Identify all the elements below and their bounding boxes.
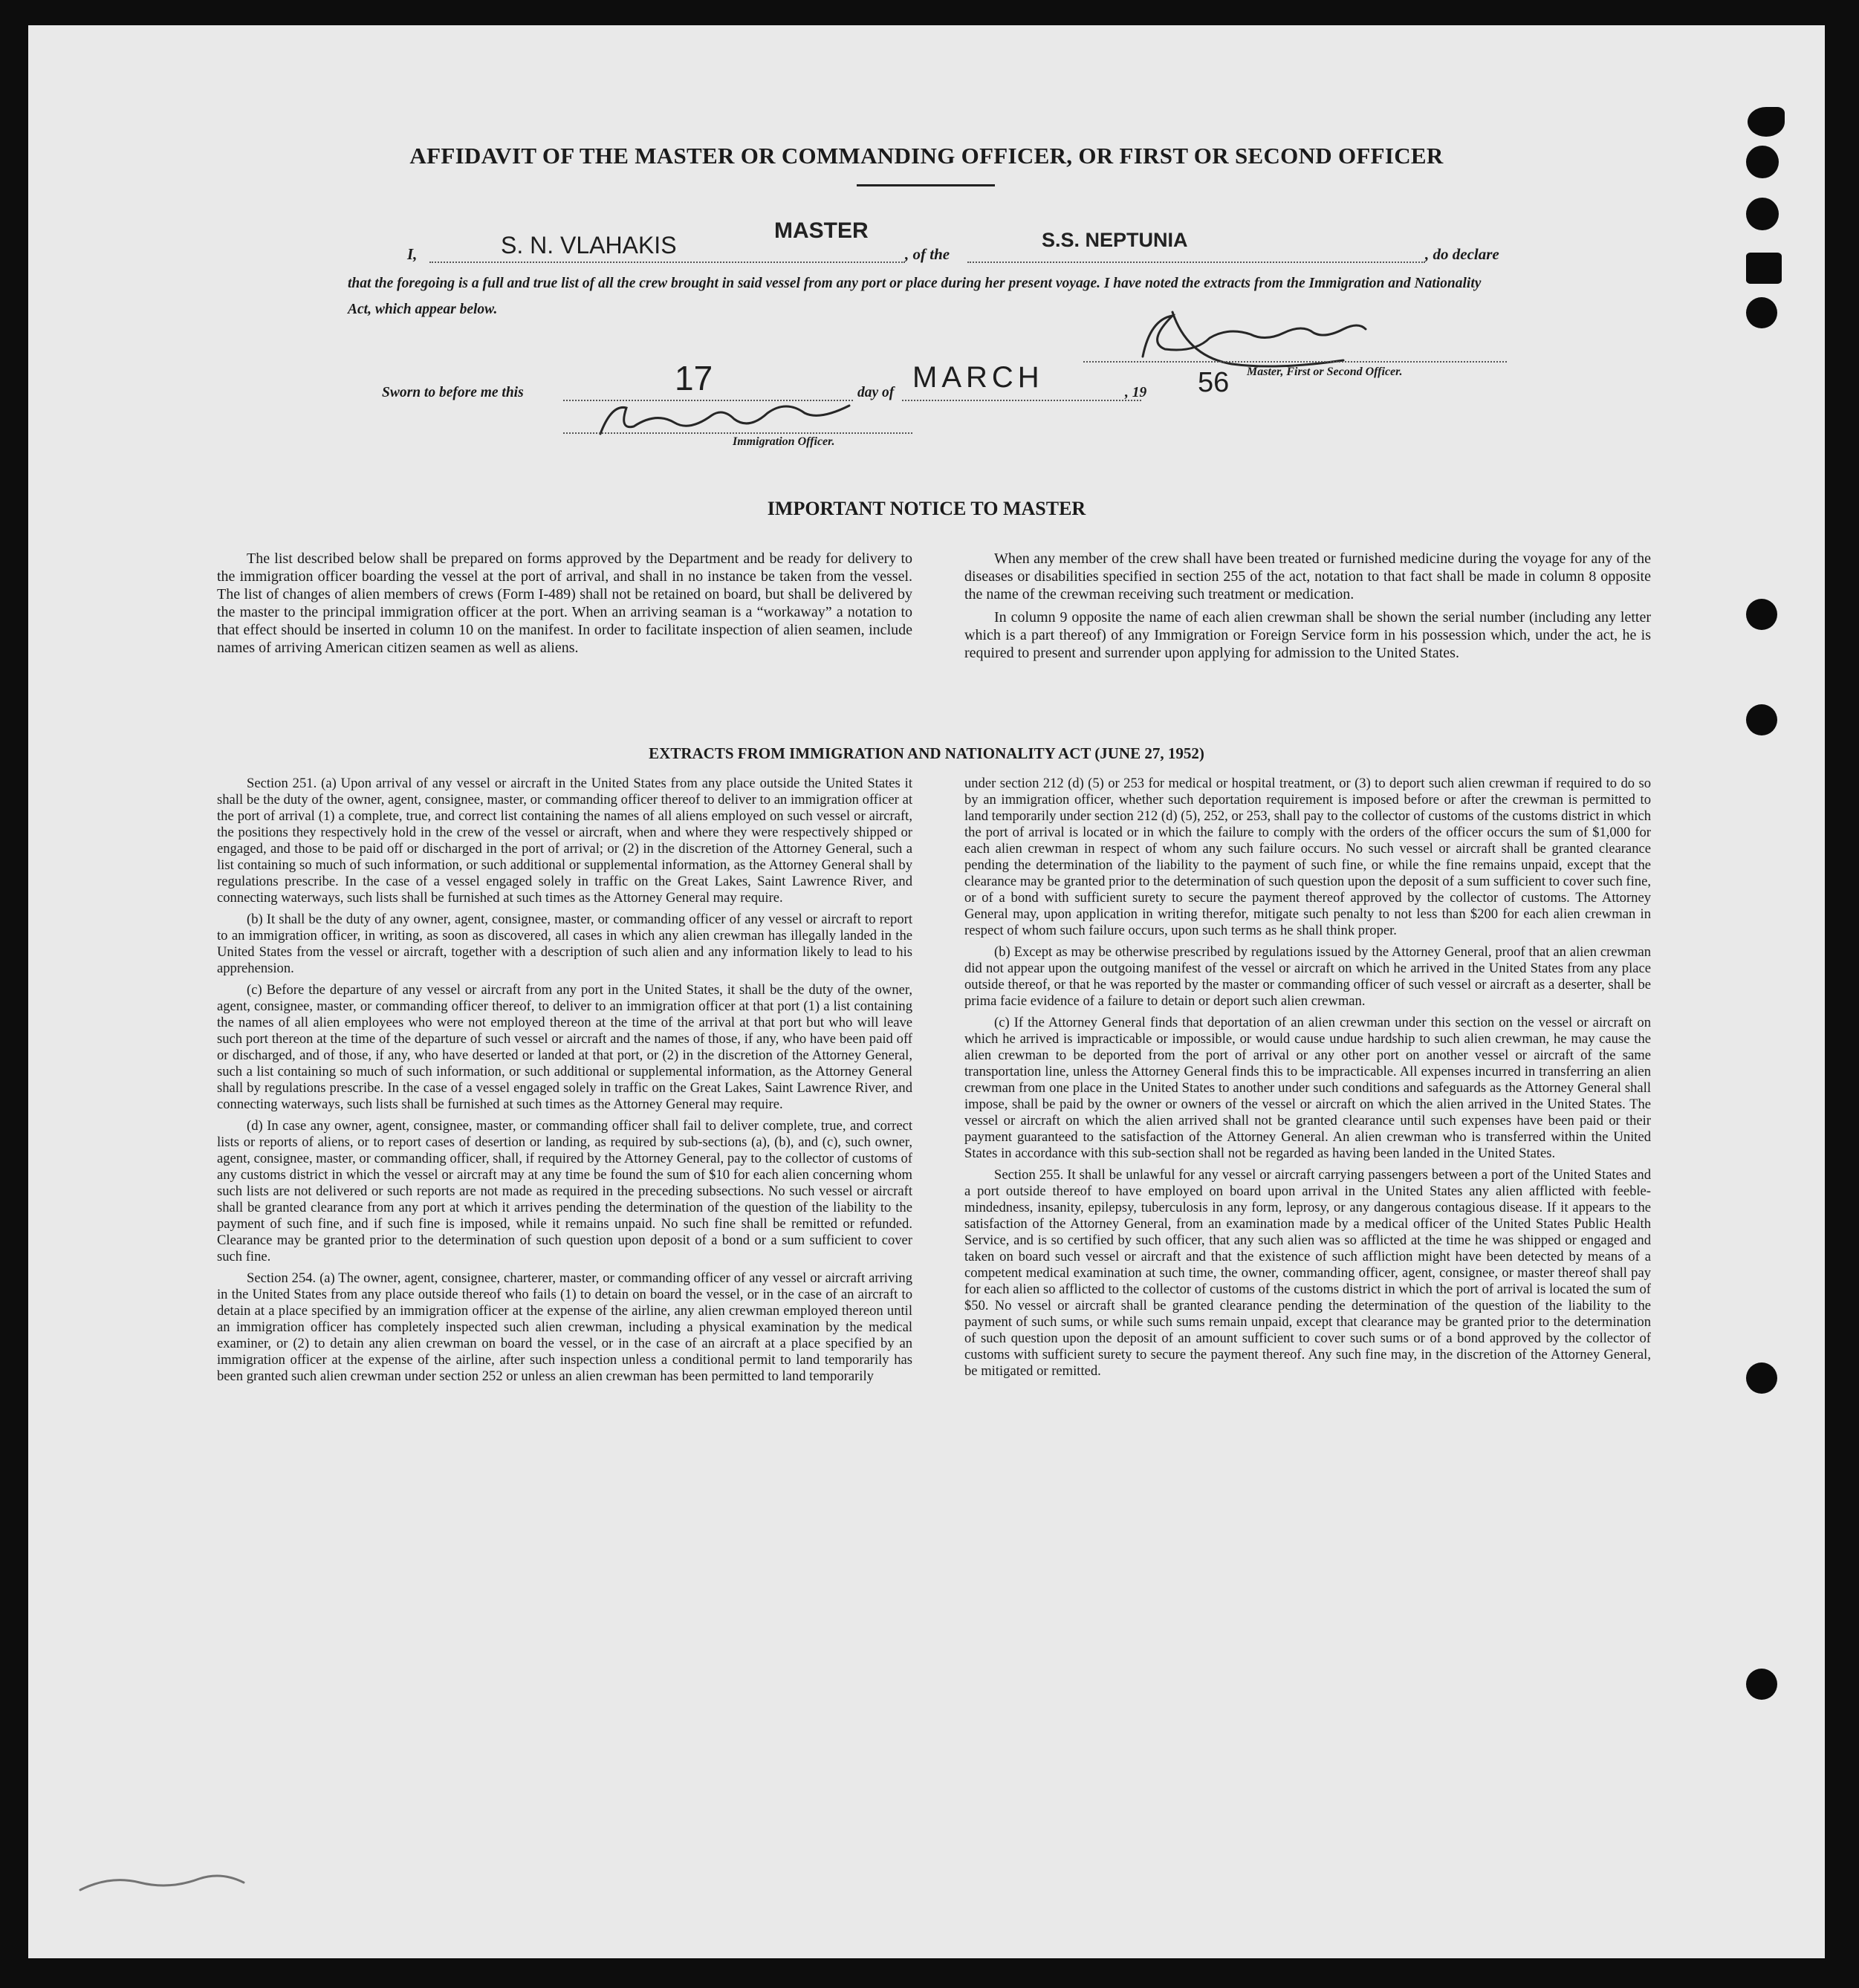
notice-left-column bbox=[217, 550, 912, 662]
notice-paragraph: In column 9 opposite the name of each alien crewman shall be shown the serial number (including any letter which is a part thereof) of any Immigration or Foreign Service form in his possession which, under the act, he is required to present and surrender upon applying for admission to the United States. bbox=[964, 609, 1651, 661]
section-255: Section 255. It shall be unlawful for any vessel or aircraft carrying passengers between a port of the United States and a port outside thereof to have employed on board upon arrival in the United States any alien afflicted with feeble-mindedness, insanity, epilepsy, tuberculosis in any form, leprosy, or any dangerous contagious disease. If it appears to the satisfaction of the Attorney General, from an examination made by a medical officer of the United States Public Health Service, and is so certified by such officer, that any such alien was so afflicted at the time he was shipped or engaged and taken on board such vessel or aircraft and that the existence of such affliction might have been detected by means of a competent medical examination at such time, the owner, commanding officer, agent, consignee, or master thereof shall pay for each alien so afflicted to the collector of customs of the customs district in which the port of arrival is located the sum of $50. No vessel or aircraft shall be granted clearance pending the determination of the question of the liability to the payment of such sums, or while such sums remain unpaid, except that clearance may be granted prior to the determination of such question upon the deposit of an amount sufficient to cover such sums or of a bond approved by the collector of customs with sufficient surety to secure the payment thereof. Any such fine may, in the discretion of the Attorney General, be mitigated or remitted. bbox=[964, 1167, 1651, 1379]
sworn-label: Sworn to before me this bbox=[382, 385, 524, 400]
sworn-month-line bbox=[902, 400, 1141, 401]
extracts-title: EXTRACTS FROM IMMIGRATION AND NATIONALITY ACT (JUNE 27, 1952) bbox=[649, 744, 1204, 762]
notice-paragraph: When any member of the crew shall have been treated or furnished medicine during the voyage for any of the diseases or disabilities specified in section 255 of the act, notation to that fact shall be made in column 8 opposite the name of the crewman receiving such treatment or medication. bbox=[964, 550, 1651, 602]
punch-hole bbox=[1746, 704, 1777, 735]
section-251-b: (b) It shall be the duty of any owner, agent, consignee, master, or commanding officer of any vessel or aircraft to report to an immigration officer, in writing, as soon as discovered, all cases in which any alien crewman has illegally landed in the United States from the vessel or aircraft, together with a description of such alien and any information likely to lead to his apprehension. bbox=[217, 912, 912, 976]
vessel-name-field: S.S. NEPTUNIA bbox=[1042, 229, 1188, 251]
declare-label: , do declare bbox=[1425, 245, 1499, 263]
i-label: I, bbox=[407, 245, 418, 263]
affidavit-title: AFFIDAVIT OF THE MASTER OR COMMANDING OFFICER, OR FIRST OR SECOND OFFICER bbox=[409, 143, 1444, 169]
punch-hole bbox=[1746, 1669, 1777, 1700]
sworn-month-field: MARCH bbox=[912, 361, 1044, 394]
declaration-text: that the foregoing is a full and true list of all the crew brought in said vessel from any port or place during her present voyage. I have noted the extracts from the Immigration and Nationality Act, which appear below. bbox=[348, 276, 1482, 317]
punch-hole bbox=[1746, 1362, 1777, 1394]
section-251-c: (c) Before the departure of any vessel or aircraft from any port in the United States, it shall be the duty of the owner, agent, consignee, master, or commanding officer thereof, to deliver to an immigration officer at that port (1) a list containing the names of all alien employees who were not employed thereon at the time of the arrival at that port but who will leave such port thereon at the time of the departure of such vessel or aircraft and the names of those, if any, who have been paid off or discharged, and of those, if any, who have deserted or landed at that port, or (2) in the discretion of the Attorney General, such a list containing so much of such information, or such additional or supplemental information, as the Attorney General shall by regulations prescribe. In the case of a vessel engaged solely in traffic on the Great Lakes, Saint Lawrence River, and connecting waterways, such lists shall be furnished at such times as the Attorney General may require. bbox=[217, 982, 912, 1112]
capacity-field: MASTER bbox=[774, 218, 869, 243]
extracts-right-column bbox=[964, 776, 1651, 1385]
section-254-a: Section 254. (a) The owner, agent, consignee, charterer, master, or commanding officer of any vessel or aircraft arriving in the United States from any place outside thereof who fails (1) to detain on board the vessel, or in the case of an aircraft to detain at a place specified by an immigration officer at the expense of the airline, any alien crewman employed thereon until an immigration officer has completely inspected such alien crewman, including a physical examination by the medical examiner, or (2) to detain any alien crewman on board the vessel, or in the case of an aircraft at a place specified by an immigration officer at the expense of the airline, after such inspection unless a conditional permit to land temporarily has been granted such alien crewman under section 252 or unless an alien crewman has been permitted to land temporarily bbox=[217, 1270, 912, 1384]
notice-right-column bbox=[964, 550, 1651, 667]
year-prefix: , 19 bbox=[1125, 385, 1147, 400]
punch-hole bbox=[1746, 198, 1779, 230]
document-page bbox=[28, 25, 1825, 1958]
punch-hole bbox=[1746, 599, 1777, 630]
notice-title: IMPORTANT NOTICE TO MASTER bbox=[767, 498, 1086, 519]
day-of-label: day of bbox=[857, 385, 895, 400]
punch-hole bbox=[1746, 253, 1782, 284]
notice-paragraph: The list described below shall be prepared on forms approved by the Department and be ready for delivery to the immigration officer boarding the vessel at the port of arrival, and shall in no instance be taken from the vessel. The list of changes of alien members of crews (Form I-489) shall not be retained on board, but shall be delivered by the master to the principal immigration officer at the port. When an arriving seaman is a “workaway” a notation to that effect should be inserted in column 10 on the manifest. In order to facilitate inspection of alien seamen, include names of arriving American citizen seamen as well as aliens. bbox=[217, 550, 912, 656]
punch-hole bbox=[1746, 297, 1777, 328]
master-name-field: S. N. VLAHAKIS bbox=[501, 232, 677, 259]
master-signature-line bbox=[1083, 361, 1507, 363]
vessel-line bbox=[967, 262, 1425, 263]
margin-scribble bbox=[73, 1860, 266, 1912]
section-254-a-cont: under section 212 (d) (5) or 253 for medical or hospital treatment, or (3) to deport such alien crewman if required to do so by an immigration officer, whether such deportation requirement is imposed before or after the crewman is permitted to land temporarily under section 212 (d) (5), 252, or 253, shall pay to the collector of customs of the customs district in which the port of arrival is located or in which the failure to comply with the orders of the officer occurs the sum of $1,000 for each alien crewman in respect of whom any such failure occurs. No such vessel or aircraft shall be granted clearance pending the determination of the liability to the payment of such fine, or while the fine remains unpaid, except that the clearance may be granted prior to the determination of such question upon the deposit of a sum sufficient to cover such fine, or of a bond with sufficient surety to secure the payment thereof approved by the collector of customs. The Attorney General may, upon application in writing therefor, mitigate such penalty to not less than $200 for each alien crewman in respect of whom such failure occurs, upon such terms as he shall think proper. bbox=[964, 776, 1651, 938]
sworn-day-field: 17 bbox=[675, 359, 713, 397]
section-251-a: Section 251. (a) Upon arrival of any vessel or aircraft in the United States from any place outside the United States it shall be the duty of the owner, agent, consignee, master, or commanding officer thereof to deliver to an immigration officer at the port of arrival (1) a complete, true, and correct list containing the names of all aliens employed on such vessel or aircraft, the positions they respectively hold in the crew of the vessel or aircraft, when and where they were respectively shipped or engaged, and those to be paid off or discharged in the port of arrival; or (2) in the discretion of the Attorney General, such a list containing so much of such information, or such additional or supplemental information, as the Attorney General shall by regulations prescribe. In the case of a vessel engaged solely in traffic on the Great Lakes, Saint Lawrence River, and connecting waterways, such lists shall be furnished at such times as the Attorney General may require. bbox=[217, 776, 912, 906]
section-254-b: (b) Except as may be otherwise prescribed by regulations issued by the Attorney General, proof that an alien crewman did not appear upon the outgoing manifest of the vessel or aircraft on which he arrived in the United States from any place outside thereof, or that he was reported by the master or commanding officer of such vessel or aircraft as a deserter, shall be prima facie evidence of a failure to detain or deport such alien crewman. bbox=[964, 944, 1651, 1009]
name-line bbox=[429, 262, 905, 263]
punch-hole bbox=[1748, 107, 1785, 137]
officer-caption: Immigration Officer. bbox=[733, 435, 835, 448]
of-the-label: , of the bbox=[905, 245, 950, 263]
officer-signature-line bbox=[563, 432, 912, 434]
extracts-left-column bbox=[217, 776, 912, 1390]
section-251-d: (d) In case any owner, agent, consignee, master, or commanding officer shall fail to deliver complete, true, and correct lists or reports of aliens, or to report cases of desertion or landing, as required by sub-sections (a), (b), and (c), such owner, agent, consignee, master, or commanding officer, shall, if required by the Attorney General, pay to the collector of customs of any customs district in which the vessel or aircraft may at any time be found the sum of $10 for each alien concerning whom such lists are not delivered or such reports are not made as required in the preceding subsections. No such vessel or aircraft shall be granted clearance from any port at which it arrives pending the determination of the question of the liability to the payment of such fine, and if such fine is imposed, while it remains unpaid. No such fine shall be remitted or refunded. Clearance may be granted prior to the determination of such question upon deposit of a bond or a sum sufficient to cover such fine. bbox=[217, 1118, 912, 1264]
year-suffix-field: 56 bbox=[1198, 367, 1230, 398]
section-254-c: (c) If the Attorney General finds that deportation of an alien crewman under this section on the vessel or aircraft on which he arrived is impracticable or impossible, or would cause undue hardship to such alien crewman, he may cause the alien crewman to be deported from the port of arrival or any other port on another vessel or aircraft of the same transportation line, unless the Attorney General finds this to be impracticable. All expenses incurred in transferring an alien crewman from one place in the United States to another under such conditions and safeguards as the Attorney General shall impose, shall be paid by the owner or owners of the vessel or aircraft on which the alien arrived in the United States. The vessel or aircraft on which the alien arrived shall not be granted clearance until such expenses have been paid or their payment guaranteed to the satisfaction of the Attorney General. An alien crewman who is transferred within the United States in accordance with this sub-section shall not be regarded as having been landed in the United States. bbox=[964, 1015, 1651, 1161]
punch-hole bbox=[1746, 146, 1779, 178]
master-caption: Master, First or Second Officer. bbox=[1247, 366, 1403, 378]
title-underline bbox=[857, 184, 995, 186]
